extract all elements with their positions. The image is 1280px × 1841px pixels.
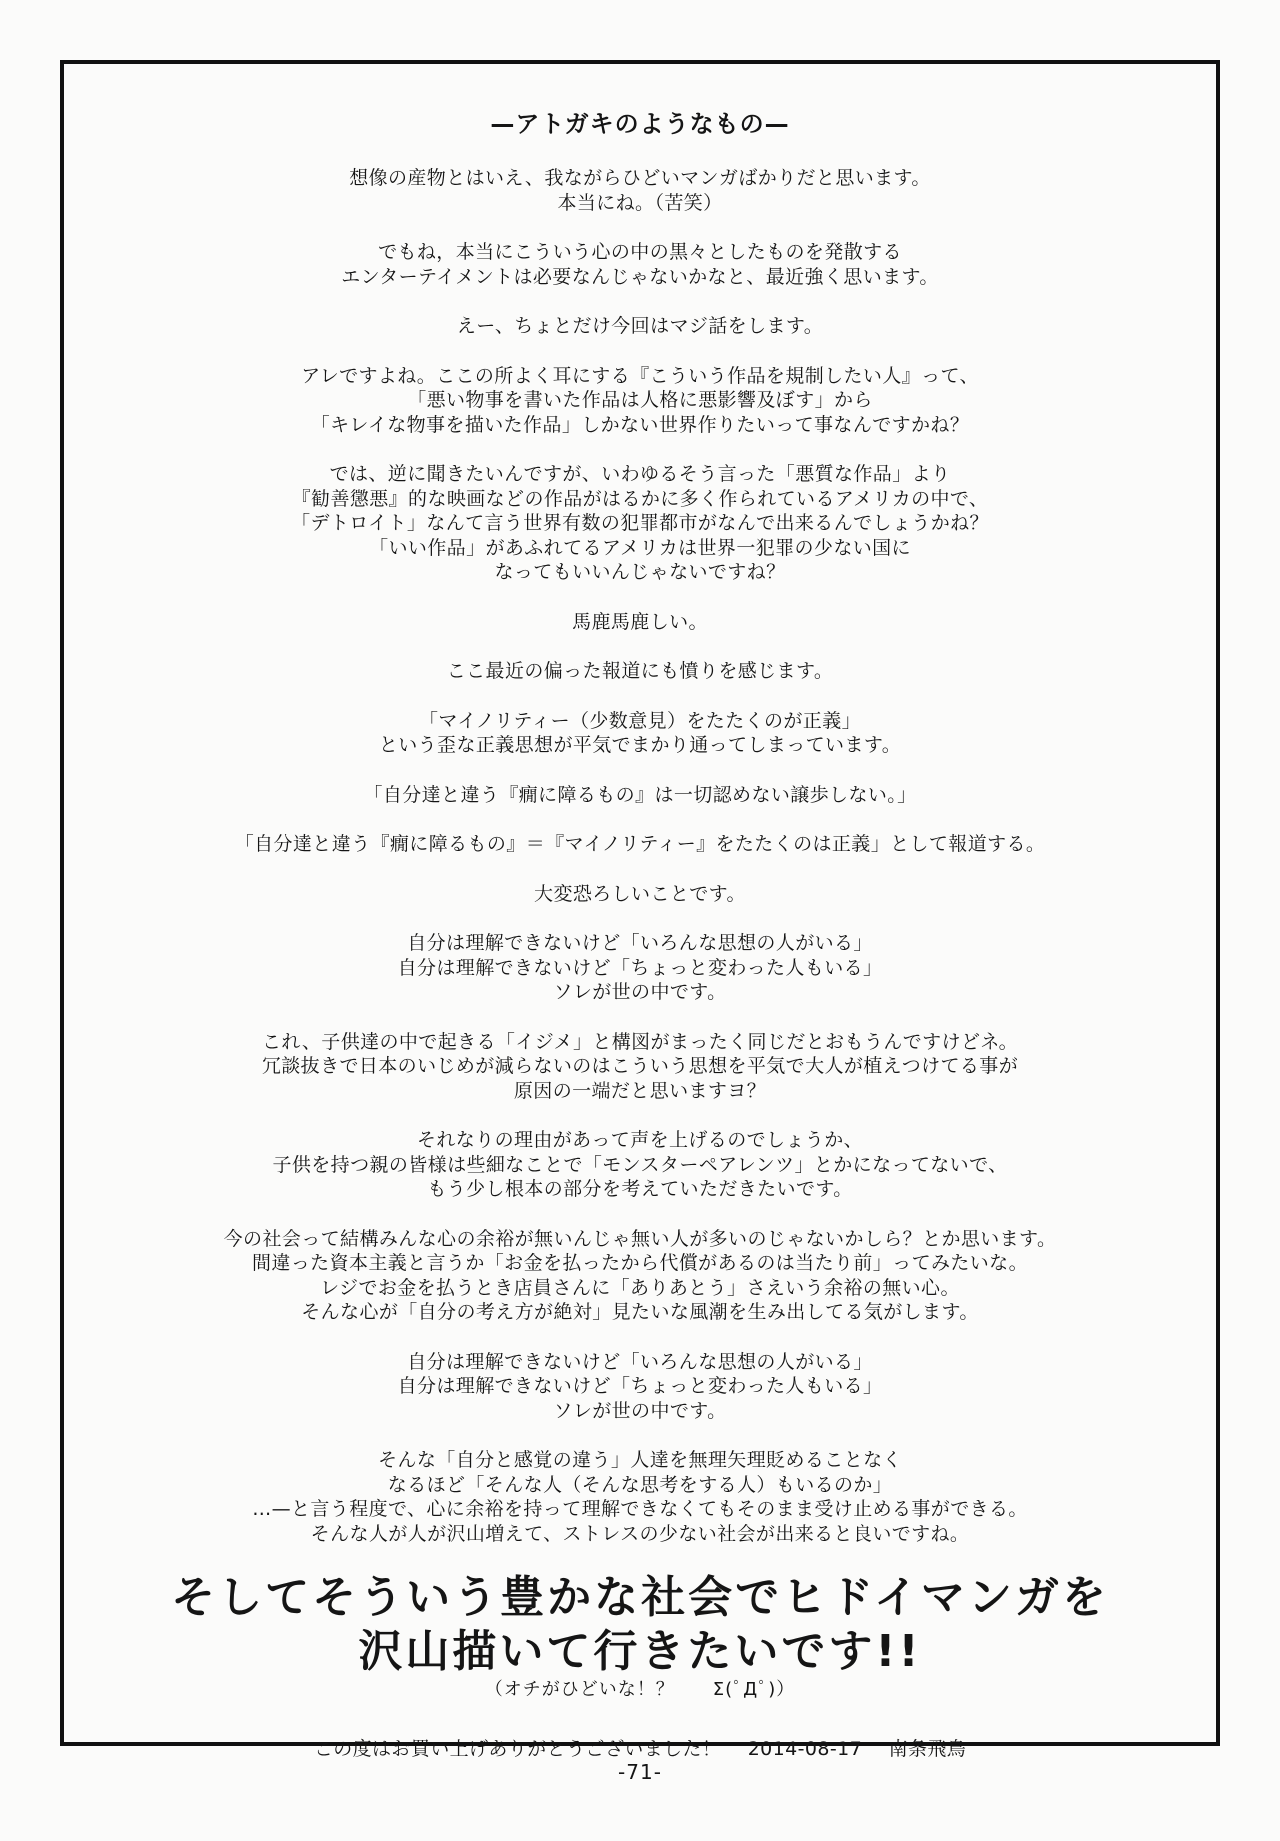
paragraph (64, 882, 1216, 907)
paragraph-list (64, 166, 1216, 1546)
paragraph (64, 1128, 1216, 1202)
paragraph-line: 自分は理解できないけど「いろんな思想の人がいる」 (407, 1350, 873, 1373)
paragraph (64, 659, 1216, 684)
paragraph (64, 709, 1216, 758)
paragraph-line: そんな人が人が沢山増えて、ストレスの少ない社会が出来ると良いですね。 (310, 1522, 970, 1545)
paragraph-line: 「マイノリティー（少数意見）をたたくのが正義」 (418, 709, 862, 732)
paragraph (64, 364, 1216, 438)
conclusion-line: 沢山描いて行きたいです!! (358, 1626, 922, 1677)
paragraph-line: なってもいいんじゃないですね？ (494, 561, 786, 583)
paragraph-line: 冗談抜きで日本のいじめが減らないのはこういう思想を平気で大人が植えつけてる事が (261, 1055, 1019, 1077)
paragraph (64, 931, 1216, 1005)
paragraph-line: 『勧善懲悪』的な映画などの作品がはるかに多く作られているアメリカの中で、 (291, 487, 989, 510)
paragraph (64, 1448, 1216, 1546)
paragraph-line: 間違った資本主義と言うか「お金を払ったから代償があるのは当たり前」ってみたいな。 (251, 1252, 1028, 1274)
paragraph-line: 「自分達と違う『癇に障るもの』＝『マイノリティー』をたたくのは正義」として報道する。 (234, 833, 1046, 855)
paragraph-line: ソレが世の中です。 (553, 1399, 727, 1422)
thanks-date: 2014-08-17 (747, 1738, 863, 1760)
paragraph (64, 462, 1216, 585)
afterword-title: —アトガキのようなもの— (490, 110, 790, 138)
page-number: -71- (618, 1760, 662, 1784)
paragraph (64, 1227, 1216, 1325)
paragraph-line: 「自分達と違う『癇に障るもの』は一切認めない譲歩しない。」 (363, 783, 917, 806)
paragraph (64, 166, 1216, 215)
page-frame (60, 60, 1220, 1760)
paragraph-line: エンターテイメントは必要なんじゃないかなと、最近強く思います。 (341, 265, 939, 288)
paragraph-line: 「悪い物事を書いた作品は人格に悪影響及ぼす」から (407, 389, 873, 411)
paragraph-line: 今の社会って結構みんな心の余裕が無いんじゃ無い人が多いのじゃないかしら？とか思います。 (223, 1227, 1057, 1250)
paragraph-line: これ、子供達の中で起きる「イジメ」と構図がまったく同じだとおもうんですけどネ。 (261, 1030, 1019, 1053)
paragraph-line: もう少し根本の部分を考えていただきたいです。 (427, 1178, 853, 1200)
afterword-body (64, 108, 1216, 1761)
paragraph-line: ここ最近の偏った報道にも憤りを感じます。 (446, 660, 834, 682)
paragraph (64, 1350, 1216, 1424)
paragraph-line: そんな心が「自分の考え方が絶対」見たいな風潮を生み出してる気がします。 (301, 1301, 979, 1323)
paragraph (64, 240, 1216, 289)
paragraph-line: アレですよね。ここの所よく耳にする『こういう作品を規制したい人』って、 (301, 364, 979, 387)
paragraph-line: レジでお金を払うとき店員さんに「ありあとう」さえいう余裕の無い心。 (320, 1276, 960, 1299)
paragraph-line: でもね，本当にこういう心の中の黒々としたものを発散する (378, 241, 902, 263)
paragraph-line: 想像の産物とはいえ、我ながらひどいマンガばかりだと思います。 (349, 167, 931, 189)
paragraph-line: 自分は理解できないけど「ちょっと変わった人もいる」 (397, 956, 883, 979)
aside-comment: （オチがひどいな！？ Σ(ﾟДﾟ)） (484, 1679, 796, 1700)
paragraph-line: という歪な正義思想が平気でまかり通ってしまっています。 (378, 734, 902, 756)
paragraph-line: なるほど「そんな人（そんな思考をする人）もいるのか」 (387, 1473, 893, 1496)
paragraph-line: …—と言う程度で、心に余裕を持って理解できなくてもそのまま受け止める事ができる。 (252, 1498, 1028, 1520)
paragraph (64, 783, 1216, 808)
paragraph-line: 原因の一端だと思いますヨ？ (513, 1079, 767, 1102)
paragraph-line: ソレが世の中です。 (553, 981, 727, 1003)
paragraph-line: 自分は理解できないけど「ちょっと変わった人もいる」 (397, 1375, 883, 1397)
paragraph (64, 314, 1216, 339)
paragraph (64, 610, 1216, 635)
paragraph-line: それなりの理由があって声を上げるのでしょうか、 (416, 1129, 863, 1151)
paragraph-line: 「キレイな物事を描いた作品」しかない世界作りたいって事なんですかね？ (310, 413, 970, 436)
paragraph-line: 本当にね。（苦笑） (557, 191, 723, 214)
paragraph-line: では、逆に聞きたいんですが、いわゆるそう言った「悪質な作品」より (329, 463, 951, 485)
paragraph-line: そんな「自分と感覚の違う」人達を無理矢理貶めることなく (378, 1449, 902, 1471)
thanks-line (64, 1737, 1216, 1761)
paragraph (64, 1030, 1216, 1104)
author-name: 南条飛鳥 (888, 1738, 967, 1760)
paragraph-line: 自分は理解できないけど「いろんな思想の人がいる」 (407, 932, 873, 954)
conclusion-heading (64, 1571, 1216, 1679)
paragraph-line: えー、ちょとだけ今回はマジ話をします。 (456, 315, 824, 337)
paragraph (64, 832, 1216, 857)
paragraph-line: 大変恐ろしいことです。 (534, 882, 746, 905)
thanks-message: この度はお買い上げありがとうございました！ (313, 1738, 722, 1760)
paragraph-line: 「いい作品」があふれてるアメリカは世界一犯罪の少ない国に (369, 536, 911, 559)
paragraph-line: 馬鹿馬鹿しい。 (572, 610, 708, 633)
conclusion-line: そしてそういう豊かな社会でヒドイマンガを (171, 1572, 1109, 1623)
paragraph-line: 「デトロイト」なんて言う世界有数の犯罪都市がなんで出来るんでしょうかね？ (291, 512, 989, 534)
paragraph-line: 子供を持つ親の皆様は些細なことで「モンスターペアレンツ」とかになってないで、 (272, 1153, 1008, 1176)
